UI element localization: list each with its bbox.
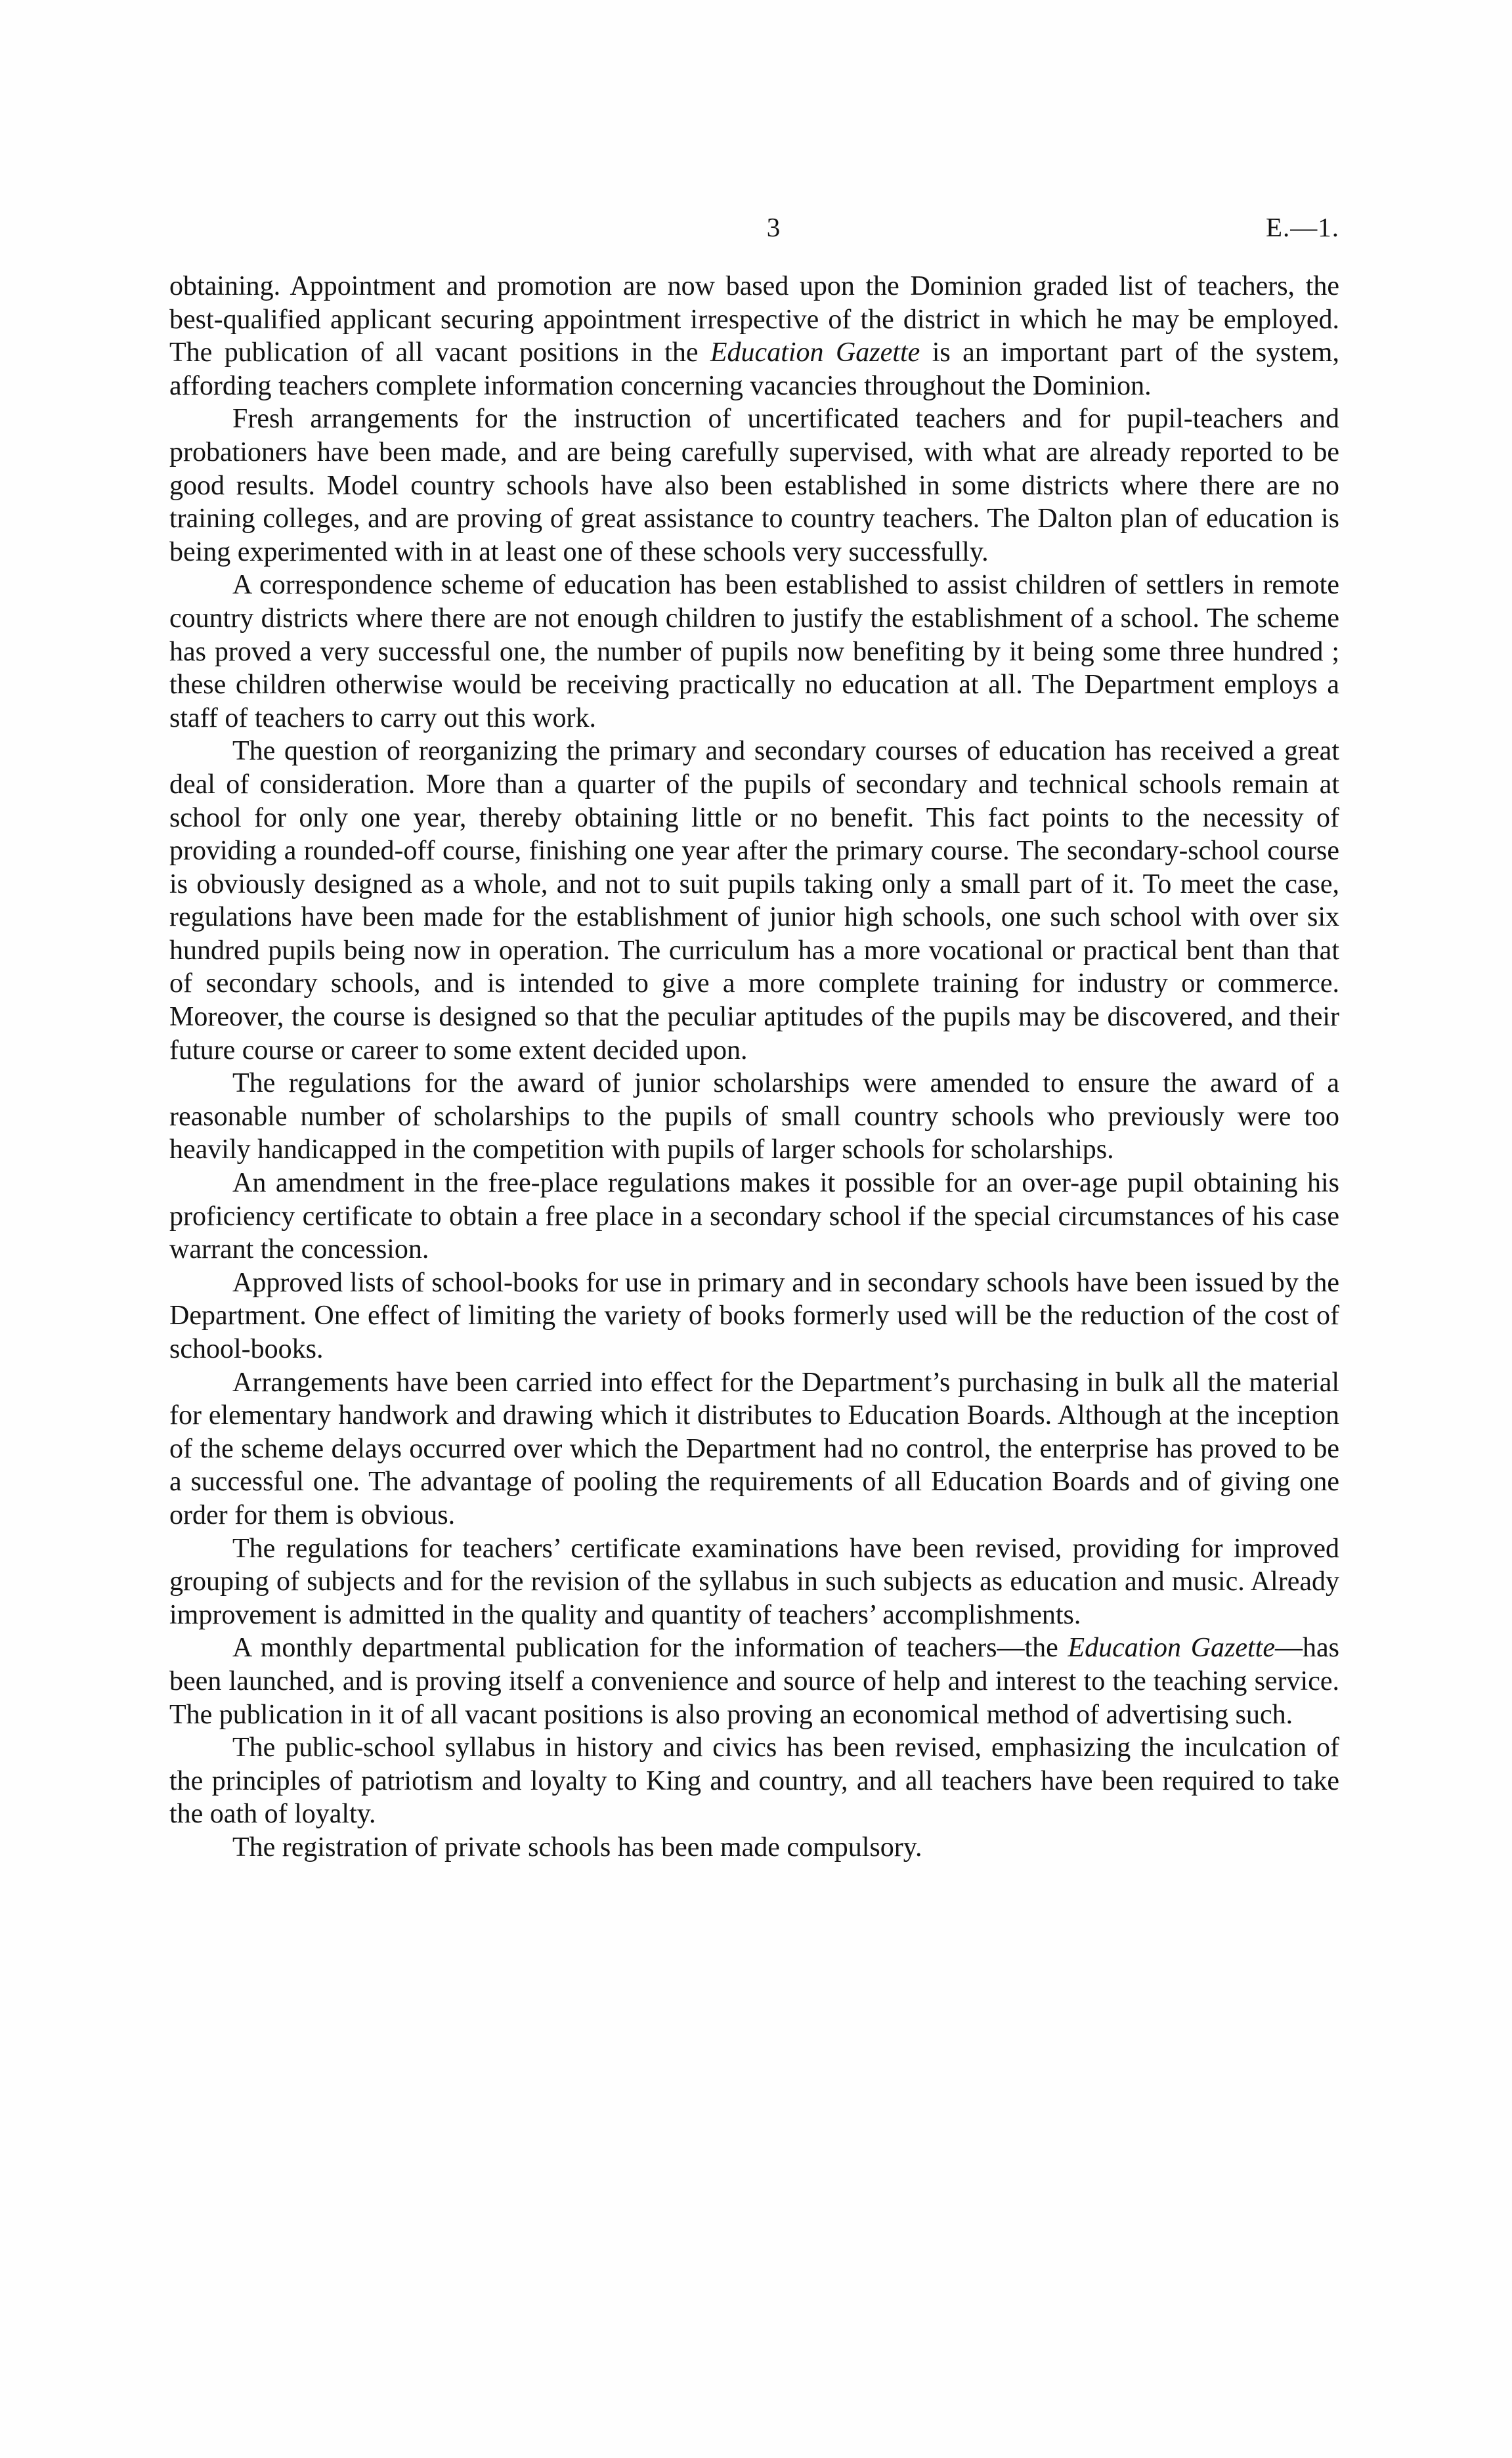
paragraph-reorganizing-courses: The question of reorganizing the primary and secondary courses of education has received a great deal of consideration. More than a quarter of the pupils of secondary and technical schools remain at school for only one year, thereby obtaining little or no benefit. This fact points to the necessity of providing a rounded-off course, finishing one year after the primary course. The secondary-school course is obviously designed as a whole, and not to suit pupils taking only a small part of it. To meet the case, regulations have been made for the establishment of junior high schools, one such school with over six hundred pupils being now in operation. The curriculum has a more vocational or practical bent than that of secondary schools, and is intended to give a more complete training for industry or commerce. Moreover, the course is designed so that the peculiar aptitudes of the pupils may be discovered, and their future course or career to some extent decided upon. [169,736,1339,1066]
document-reference: E.—1. [1265,212,1339,242]
paragraph-uncertificated-teachers: Fresh arrangements for the instruction of uncertificated teachers and for pupil-teachers and probationers have been made, and are being carefully supervised, with what are already reported to be good results. Model country schools have also been established in some districts where there are no training colleges, and are proving of great assistance to country teachers. The Dalton plan of education is being experimented with in at least one of these schools very successfully. [169,404,1339,567]
paragraph-appointment: obtaining. Appointment and promotion are now based upon the Dominion graded list of teachers, the best-qualified applicant securing appointment irrespective of the district in which he may be employed. The publication of all vacant positions in the Education Gazette is an important part of the system, affording teachers complete information concerning vacancies throughout the Dominion. [169,271,1339,401]
paragraph-certificate-examinations: The regulations for teachers’ certificate examinations have been revised, providing for improved grouping of subjects and for the revision of the syllabus in such subjects as education and music. Already improvement is admitted in the quality and quantity of teachers’ accomplishments. [169,1533,1339,1630]
paragraph-private-schools: The registration of private schools has been made compulsory. [232,1832,922,1863]
body-text [169,270,1339,1865]
paragraph-history-civics: The public-school syllabus in history and civics has been revised, emphasizing the inculcation of the principles of patriotism and loyalty to King and country, and all teachers have been required to take the oath of loyalty. [169,1733,1339,1830]
paragraph-correspondence-scheme: A correspondence scheme of education has been established to assist children of settlers in remote country districts where there are not enough children to justify the establishment of a school. The scheme has proved a very successful one, the number of pupils now benefiting by it being some three hundred ; these children otherwise would be receiving practically no education at all. The Department employs a staff of teachers to carry out this work. [169,570,1339,733]
publication-title: Education Gazette [710,337,920,368]
page-number: 3 [766,212,781,242]
paragraph-bulk-purchasing: Arrangements have been carried into effect for the Department’s purchasing in bulk all the material for elementary handwork and drawing which it distributes to Education Boards. Although at the inception of the scheme delays occurred over which the Department had no control, the enterprise has proved to be a successful one. The advantage of pooling the requirements of all Education Boards and of giving one order for them is obvious. [169,1367,1339,1530]
paragraph-monthly-publication: A monthly departmental publication for the information of teachers—the Education Gazette—has been launched, and is proving itself a convenience and source of help and interest to the teaching service. The publication in it of all vacant positions is also proving an economical method of advertising such. [169,1633,1339,1730]
paragraph-school-books: Approved lists of school-books for use in primary and in secondary schools have been issued by the Department. One effect of limiting the variety of books formerly used will be the reduction of the cost of school-books. [169,1267,1339,1364]
paragraph-junior-scholarships: The regulations for the award of junior scholarships were amended to ensure the award of a reasonable number of scholarships to the pupils of small country schools who previously were too heavily handicapped in the competition with pupils of larger schools for scholarships. [169,1068,1339,1165]
publication-title: Education Gazette [1068,1633,1275,1664]
page-header [169,207,1339,247]
paragraph-free-place: An amendment in the free-place regulations makes it possible for an over-age pupil obtaining his proficiency certificate to obtain a free place in a secondary school if the special circumstances of his case warrant the concession. [169,1168,1339,1265]
